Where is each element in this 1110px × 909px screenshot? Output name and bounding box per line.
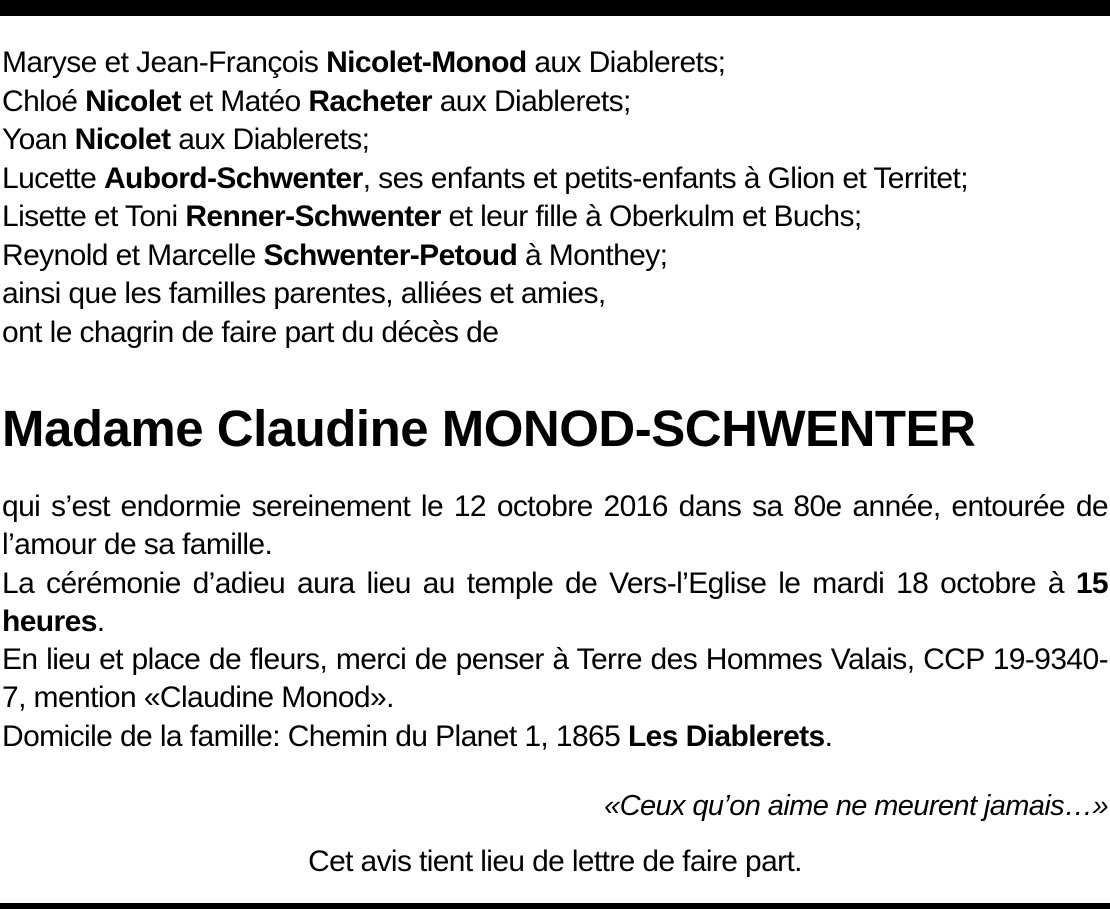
family-text: Lucette — [2, 161, 104, 195]
family-text: à Monthey; — [517, 238, 668, 272]
paragraph-text: . — [96, 604, 105, 638]
family-text: , ses enfants et petits-enfants à Glion et Territet; — [362, 161, 968, 195]
family-name: Nicolet — [85, 84, 181, 118]
paragraph-text: Domicile de la famille: Chemin du Planet 1, 1865 — [2, 719, 628, 753]
family-text: aux Diablerets; — [431, 84, 631, 118]
donation-paragraph — [2, 641, 1108, 718]
family-line — [2, 160, 1108, 199]
family-text: et leur fille à Oberkulm et Buchs; — [440, 200, 862, 233]
family-text: Chloé — [2, 84, 86, 118]
family-text: Maryse et Jean-François — [2, 46, 327, 79]
closing-note: Cet avis tient lieu de lettre de faire part. — [308, 845, 802, 878]
address-paragraph — [2, 718, 1108, 756]
address-locality: Les Diablerets — [627, 719, 825, 753]
paragraph-text: . — [824, 719, 833, 753]
paragraph-text: En lieu et place de fleurs, merci de penser à Terre des Hommes Valais, CCP 19-9340-7, mention «Claudine Monod». — [2, 643, 1108, 715]
family-text: Yoan — [2, 123, 75, 156]
family-text: Reynold et Marcelle — [2, 238, 264, 272]
family-text: aux Diablerets; — [526, 46, 726, 79]
family-line — [2, 44, 1108, 83]
memorial-quote: «Ceux qu’on aime ne meurent jamais…» — [604, 790, 1108, 822]
deceased-name: Madame Claudine MONOD-SCHWENTER — [2, 400, 976, 457]
family-name: Nicolet — [74, 123, 171, 156]
family-name: Aubord-Schwenter — [103, 161, 363, 195]
top-rule — [0, 0, 1110, 16]
family-line — [2, 237, 1108, 276]
family-list — [2, 44, 1108, 352]
ceremony-paragraph — [2, 565, 1108, 642]
paragraph-text: qui s’est endormie sereinement le 12 octobre 2016 dans sa 80e année, entourée de l’amour de sa famille. — [2, 490, 1108, 562]
announcement-line — [2, 314, 1108, 353]
family-line — [2, 121, 1108, 160]
family-text: et Matéo — [180, 84, 309, 118]
notice-body — [2, 488, 1108, 756]
family-name: Schwenter-Petoud — [263, 238, 518, 272]
paragraph-text: La cérémonie d’adieu aura lieu au temple de Vers-l’Eglise le mardi 18 octobre à — [2, 566, 1076, 600]
bottom-rule — [0, 903, 1110, 909]
family-text: aux Diablerets; — [170, 123, 370, 156]
death-paragraph — [2, 488, 1108, 565]
family-name: Nicolet-Monod — [326, 46, 527, 79]
announcement-text: ont le chagrin de faire part du décès de — [2, 315, 499, 349]
family-line — [2, 83, 1108, 122]
family-name: Renner-Schwenter — [185, 200, 441, 233]
family-line — [2, 198, 1108, 237]
family-text: ainsi que les familles parentes, alliées et amies, — [2, 277, 606, 310]
ceremony-time: 15 heures — [2, 566, 1108, 638]
family-line — [2, 275, 1108, 314]
family-text: Lisette et Toni — [2, 200, 186, 233]
family-name: Racheter — [308, 84, 432, 118]
